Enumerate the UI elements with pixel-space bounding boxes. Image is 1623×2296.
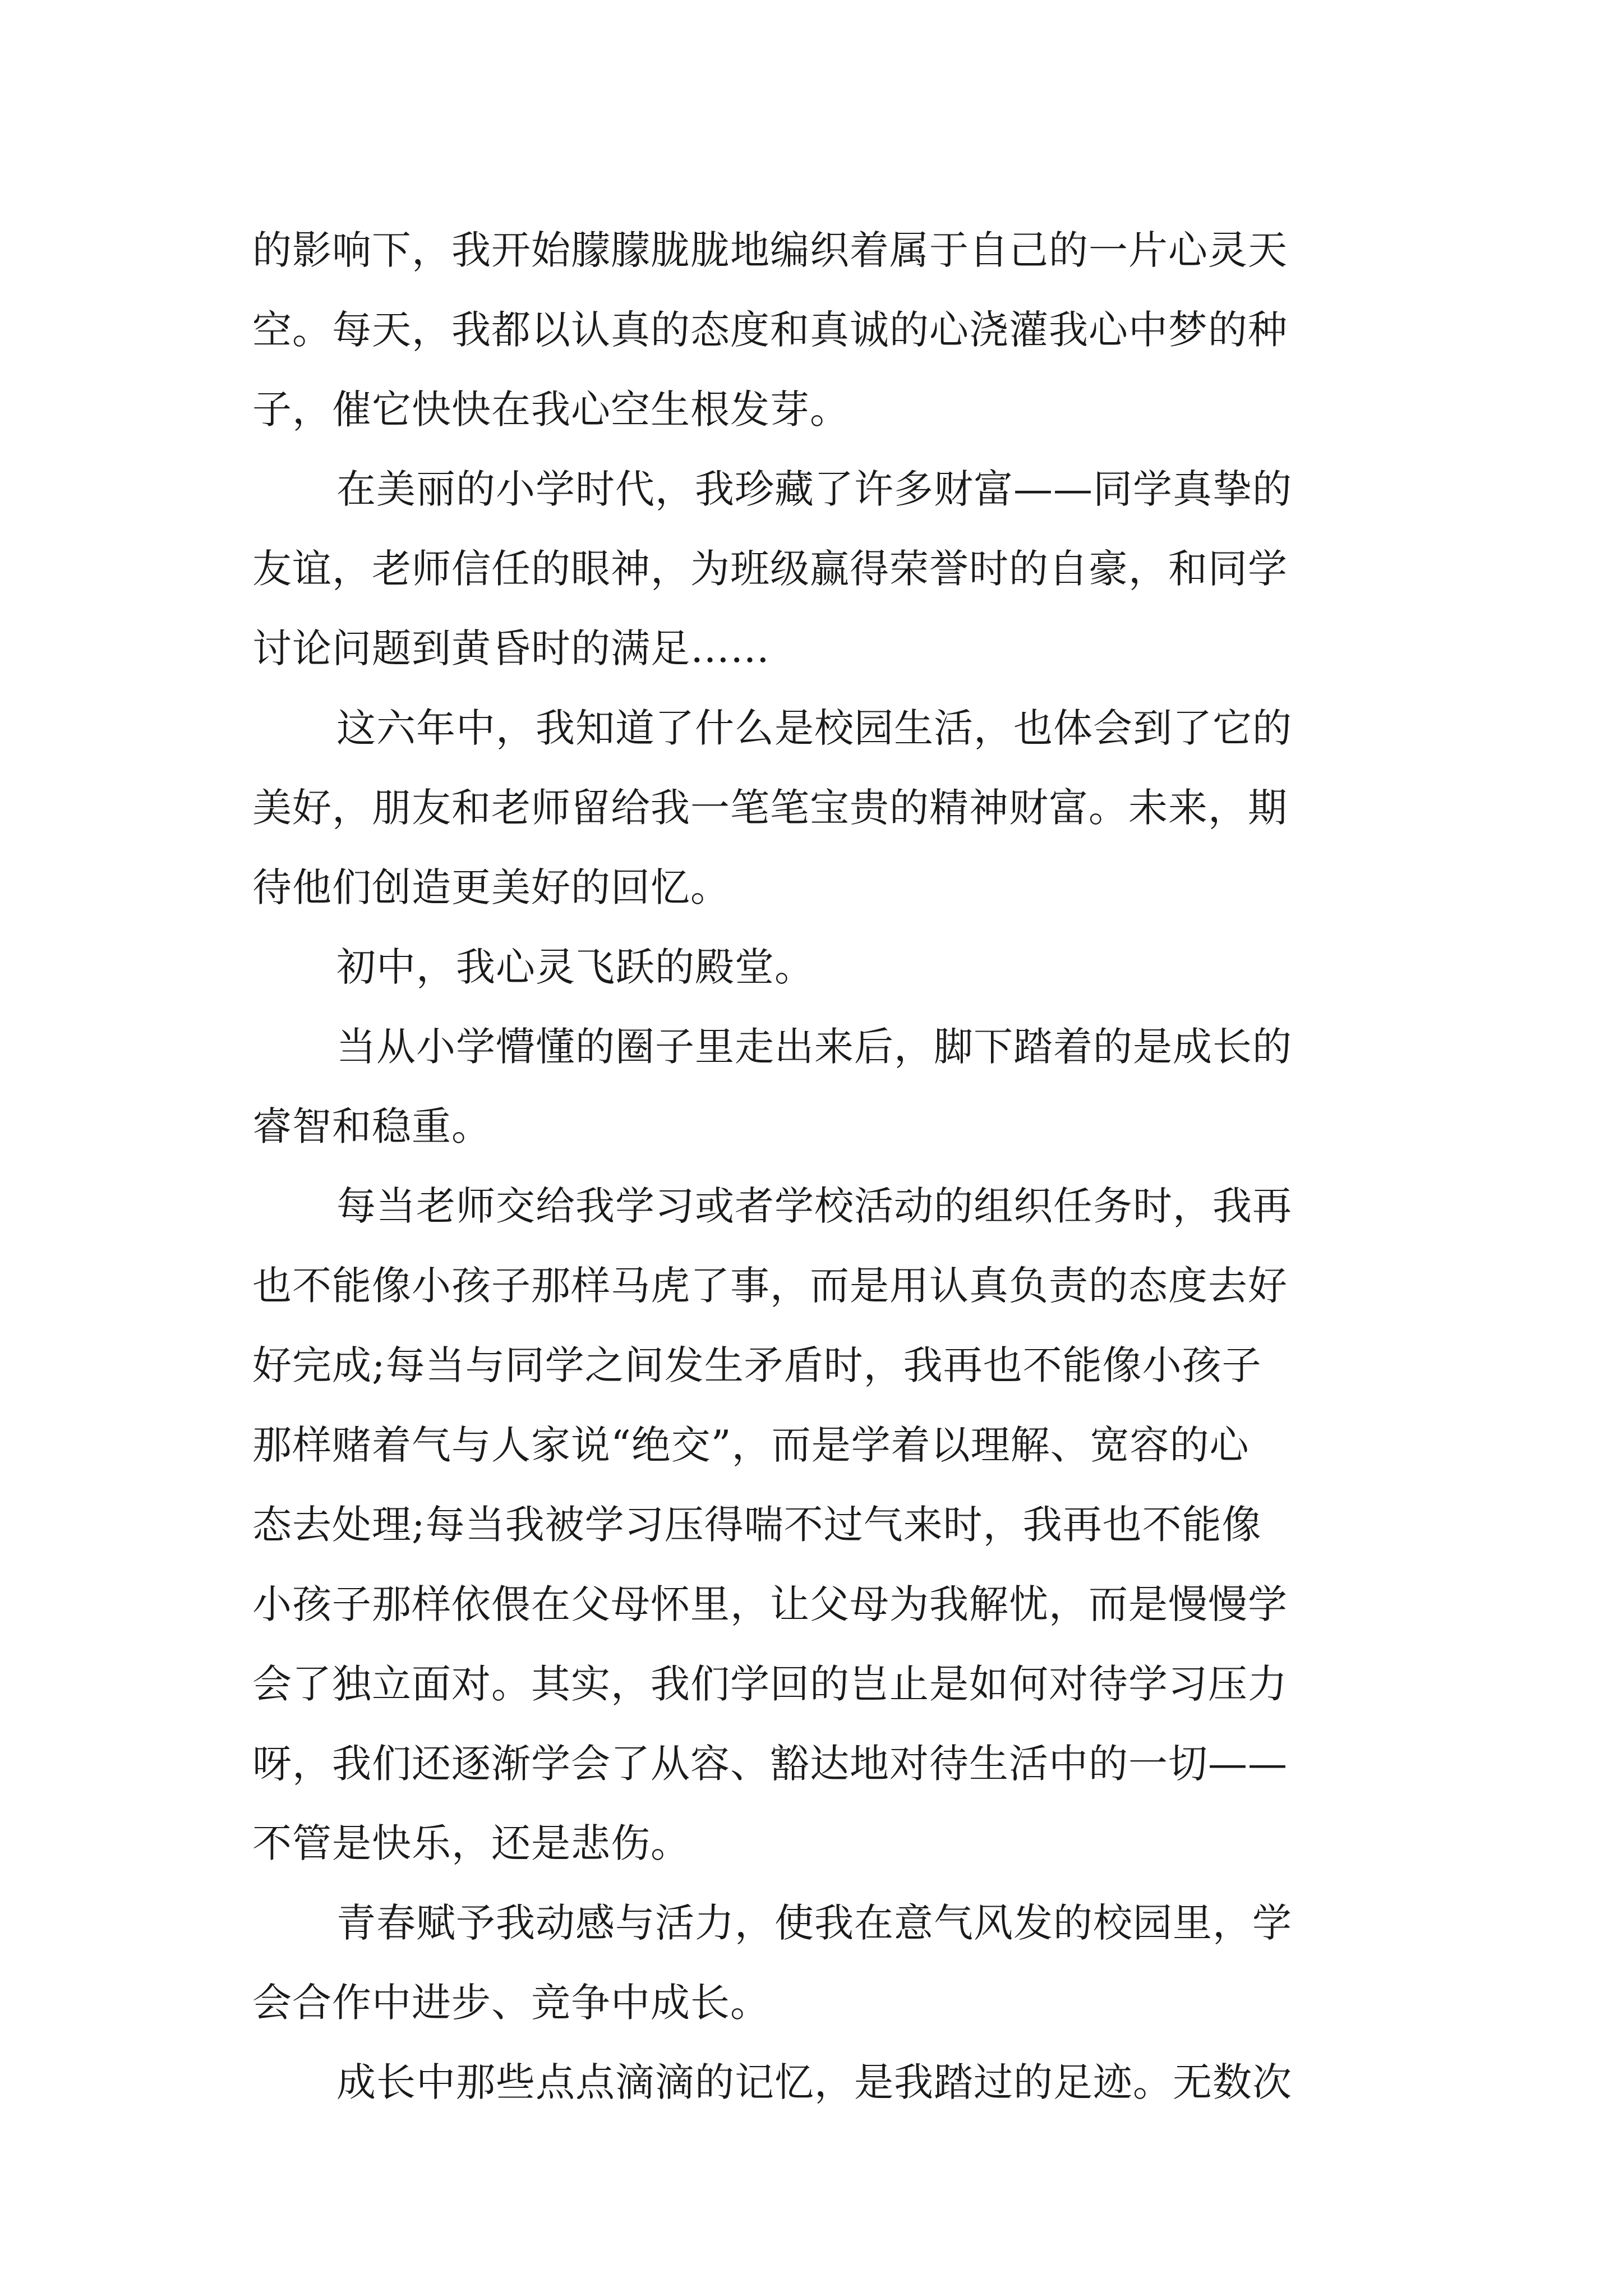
text-line: 成长中那些点点滴滴的记忆，是我踏过的足迹。无数次 — [336, 2059, 1292, 2105]
text-line: 好完成;每当与同学之间发生矛盾时，我再也不能像小孩子 — [252, 1342, 1262, 1388]
text-line: 不管是快乐，还是悲伤。 — [252, 1820, 690, 1866]
text-line: 讨论问题到黄昏时的满足…… — [252, 625, 770, 671]
text-line: 态去处理;每当我被学习压得喘不过气来时，我再也不能像 — [252, 1502, 1262, 1548]
text-line: 这六年中，我知道了什么是校园生活，也体会到了它的 — [336, 705, 1292, 751]
text-line: 会合作中进步、竞争中成长。 — [252, 1980, 770, 2026]
text-line: 初中，我心灵飞跃的殿堂。 — [336, 944, 814, 990]
text-line: 那样赌着气与人家说“绝交”，而是学着以理解、宽容的心 — [252, 1422, 1249, 1468]
text-line: 美好，朋友和老师留给我一笔笔宝贵的精神财富。未来，期 — [252, 785, 1288, 831]
body-text — [252, 210, 1391, 2122]
text-line: 的影响下，我开始朦朦胧胧地编织着属于自己的一片心灵天 — [252, 227, 1288, 273]
text-line: 青春赋予我动感与活力，使我在意气风发的校园里，学 — [336, 1900, 1292, 1946]
text-line: 子，催它快快在我心空生根发芽。 — [252, 386, 850, 432]
text-line: 在美丽的小学时代，我珍藏了许多财富——同学真挚的 — [336, 466, 1292, 512]
text-line: 友谊，老师信任的眼神，为班级赢得荣誉时的自豪，和同学 — [252, 546, 1288, 592]
text-line: 待他们创造更美好的回忆。 — [252, 864, 730, 910]
text-line: 呀，我们还逐渐学会了从容、豁达地对待生活中的一切—— — [252, 1741, 1288, 1787]
text-line: 每当老师交给我学习或者学校活动的组织任务时，我再 — [336, 1183, 1292, 1229]
text-line: 会了独立面对。其实，我们学回的岂止是如何对待学习压力 — [252, 1661, 1288, 1707]
text-line: 空。每天，我都以认真的态度和真诚的心浇灌我心中梦的种 — [252, 307, 1288, 353]
text-line: 睿智和稳重。 — [252, 1103, 491, 1149]
text-line: 当从小学懵懂的圈子里走出来后，脚下踏着的是成长的 — [336, 1024, 1292, 1070]
text-line: 也不能像小孩子那样马虎了事，而是用认真负责的态度去好 — [252, 1263, 1288, 1309]
text-line: 小孩子那样依偎在父母怀里，让父母为我解忧，而是慢慢学 — [252, 1581, 1288, 1627]
